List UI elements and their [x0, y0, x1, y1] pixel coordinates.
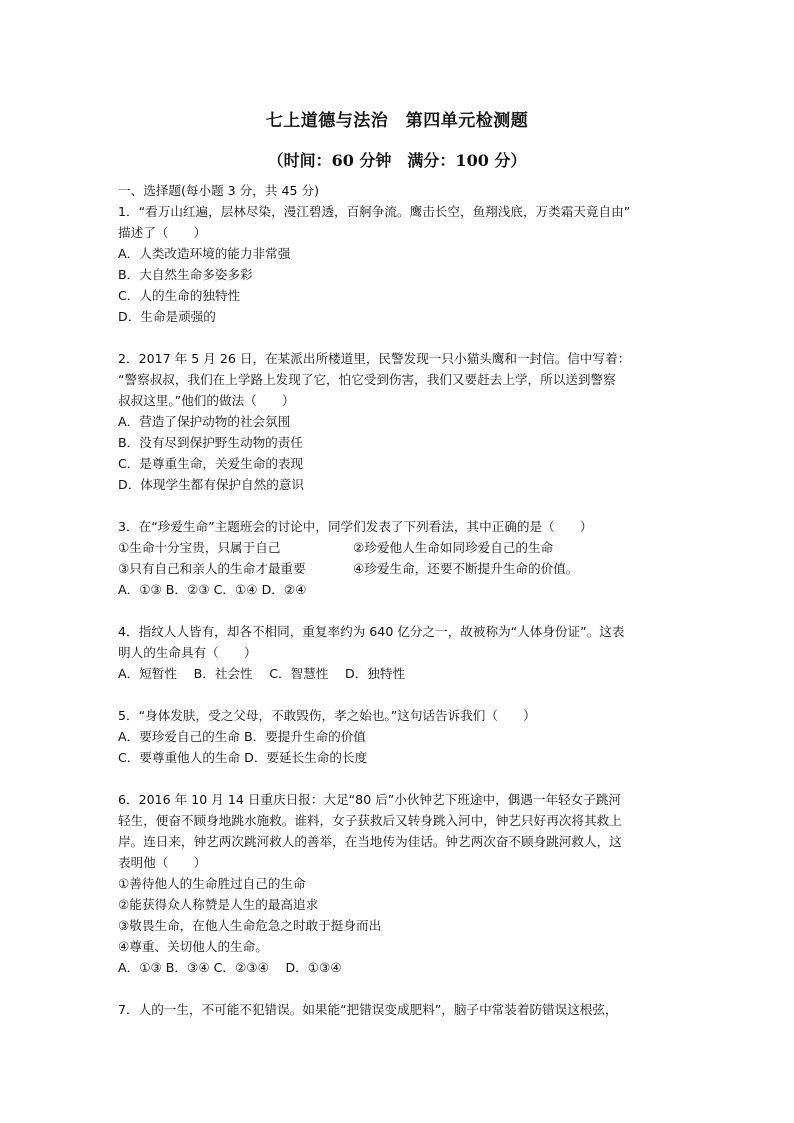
question-7-stem: 7．人的一生，不可能不犯错误。如果能“把错误变成肥料”，脑子中常装着防错误这根弦，	[118, 1002, 618, 1017]
question-2-stem: 2．2017 年 5 月 26 日，在某派出所楼道里，民警发现一只小猫头鹰和一封信。信中写着：	[118, 351, 631, 366]
question-1-option-d: D．生命是顽强的	[118, 309, 216, 324]
question-6-stem: 6．2016 年 10 月 14 日重庆日报：大足“80 后”小伙钟艺下班途中，偶遇一年轻女子跳河	[118, 792, 622, 807]
page-title: 七上道德与法治 第四单元检测题	[265, 111, 529, 131]
question-2-option-a: A．营造了保护动物的社会氛围	[118, 414, 291, 429]
spacer	[118, 327, 678, 348]
question-6-options: A．①③ B．③④ C．②③④ D．①③④	[118, 960, 342, 975]
spacer	[118, 495, 678, 516]
question-4-stem: 4．指纹人人皆有，却各不相同，重复率约为 640 亿分之一，故被称为“人体身份证”。这表	[118, 624, 625, 639]
question-1-option-b: B．大自然生命多姿多彩	[118, 267, 253, 282]
spacer	[118, 684, 678, 705]
question-2-option-d: D．体现学生都有保护自然的意识	[118, 477, 305, 492]
spacer	[118, 978, 678, 999]
question-6-statement-2: ②能获得众人称赞是人生的最高追求	[118, 897, 319, 912]
question-1-stem: 1．“看万山红遍，层林尽染，漫江碧透，百舸争流。鹰击长空，鱼翔浅底，万类霜天竟自由”	[118, 204, 631, 219]
section-heading: 一、选择题(每小题 3 分，共 45 分)	[118, 183, 320, 198]
question-6-statement-4: ④尊重、关切他人的生命。	[118, 939, 268, 954]
question-5-options-ab: A．要珍爱自己的生命 B．要提升生命的价值	[118, 729, 366, 744]
spacer	[118, 768, 678, 789]
question-3-statement-4: ④珍爱生命，还要不断提升生命的价值。	[353, 561, 579, 576]
question-3-options: A．①③ B．②③ C．①④ D．②④	[118, 582, 307, 597]
question-5-options-cd: C．要尊重他人的生命 D．要延长生命的长度	[118, 750, 368, 765]
question-1-stem-cont: 描述了（ ）	[118, 225, 207, 240]
question-3-statements-row-2	[118, 558, 678, 579]
question-2-stem-cont: “警察叔叔，我们在上学路上发现了它，怕它受到伤害，我们又要赶去上学，所以送到警察	[118, 372, 616, 387]
question-6-statement-1: ①善待他人的生命胜过自己的生命	[118, 876, 306, 891]
question-3-stem: 3．在“珍爱生命”主题班会的讨论中，同学们发表了下列看法，其中正确的是（ ）	[118, 519, 593, 534]
question-2-option-c: C．是尊重生命，关爱生命的表现	[118, 456, 304, 471]
page-subtitle: （时间：60 分钟 满分：100 分）	[267, 151, 527, 170]
question-1-option-c: C．人的生命的独特性	[118, 288, 241, 303]
question-6-stem-cont: 表明他（ ）	[118, 855, 207, 870]
question-4-stem-cont: 明人的生命具有（ ）	[118, 645, 257, 660]
question-2-stem-cont: 叔叔这里。”他们的做法（ ）	[118, 393, 295, 408]
question-5-stem: 5．“身体发肤，受之父母，不敢毁伤，孝之始也。”这句话告诉我们（ ）	[118, 708, 536, 723]
question-list	[118, 180, 678, 1020]
question-6-stem-cont: 轻生，便奋不顾身地跳水施救。谁料，女子获救后又转身跳入河中，钟艺只好再次将其救上	[118, 813, 622, 828]
question-1-option-a: A．人类改造环境的能力非常强	[118, 246, 291, 261]
question-3-statement-1: ①生命十分宝贵，只属于自己	[118, 540, 281, 555]
question-2-option-b: B．没有尽到保护野生动物的责任	[118, 435, 303, 450]
question-3-statement-3: ③只有自己和亲人的生命才最重要	[118, 561, 306, 576]
question-3-statements-row-1	[118, 537, 678, 558]
spacer	[118, 600, 678, 621]
question-6-stem-cont: 岸。连日来，钟艺两次跳河救人的善举，在当地传为佳话。钟艺两次奋不顾身跳河救人，这	[118, 834, 622, 849]
question-3-statement-2: ②珍爱他人生命如同珍爱自己的生命	[353, 540, 554, 555]
question-6-statement-3: ③敬畏生命，在他人生命危急之时敢于挺身而出	[118, 918, 382, 933]
question-4-options: A．短暂性 B．社会性 C．智慧性 D．独特性	[118, 666, 406, 681]
